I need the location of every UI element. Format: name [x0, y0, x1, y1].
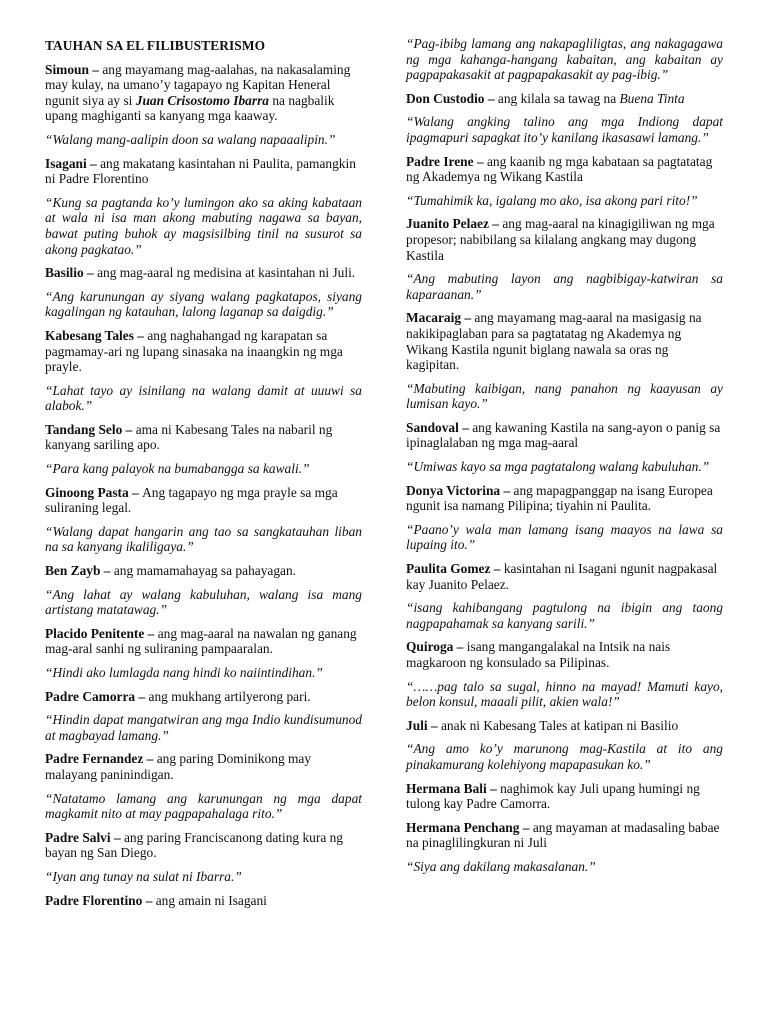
name-separator: – — [143, 751, 157, 767]
character-quote: “Iyan ang tunay na sulat ni Ibarra.” — [45, 868, 242, 884]
character-description: anak ni Kabesang Tales at katipan ni Basilio — [440, 717, 679, 733]
right-entries — [406, 91, 723, 875]
character-quote: “Tumahimik ka, igalang mo ako, isa akong pari rito!” — [406, 192, 698, 208]
character-name: Placido Penitente — [45, 625, 145, 641]
name-separator: – — [490, 561, 504, 577]
character-entry-padre-camorra — [45, 689, 362, 705]
character-entry-macaraig — [406, 310, 723, 372]
character-description: Ang tagapayo ng mga prayle sa mga suliraning legal. — [45, 484, 338, 516]
name-separator: – — [133, 327, 148, 343]
character-name: Isagani — [45, 155, 87, 171]
character-name: Padre Camorra — [45, 688, 136, 704]
character-entry-basilio — [45, 265, 362, 281]
character-name: Hermana Bali — [406, 780, 487, 796]
character-name: Simoun — [45, 61, 89, 77]
character-quote: “Mabuting kaibigan, nang panahon ng kaayusan ay lumisan kayo.” — [406, 380, 723, 412]
character-description: ang mukhang artilyerong pari. — [148, 688, 311, 704]
character-quote: “Hindi ako lumlagda nang hindi ko naiintindihan.” — [45, 665, 323, 680]
character-description: ang mag-aaral ng medisina at kasintahan ni Juli. — [97, 265, 356, 281]
name-separator: – — [86, 155, 101, 171]
character-description: Juan Crisostomo Ibarra — [135, 92, 269, 108]
character-entry-juli — [406, 718, 723, 734]
character-name: Padre Salvi — [45, 829, 111, 845]
character-name: Tandang Selo — [45, 421, 123, 437]
character-entry-padre-salvi — [45, 830, 362, 861]
name-separator: – — [427, 717, 441, 733]
character-entry-quiroga — [406, 639, 723, 670]
character-description: ang paring Franciscanong dating kura ng bayan ng San Diego. — [45, 829, 344, 861]
character-description: ang makatang kasintahan ni Paulita, pamangkin ni Padre Florentino — [45, 155, 356, 187]
character-quote: “Ang amo ko’y marunong mag-Kastila at ito ang pinakamurang kolehiyong mapapasukan ko.” — [406, 741, 723, 772]
character-quote: “Walang mang-aalipin doon sa walang napaaalipin.” — [45, 131, 336, 147]
right-column — [406, 36, 723, 883]
character-description: ang kaanib ng mga kabataan sa pagtatatag ng Akademya ng Wikang Kastila — [406, 153, 713, 185]
character-name: Juanito Pelaez — [406, 216, 489, 232]
character-description: isang mangangalakal na Intsik na nais magkaroon ng konsulado sa Pilipinas. — [406, 639, 671, 670]
character-quote: “Ang mabuting layon ang nagbibigay-katwiran sa kaparaanan.” — [406, 271, 723, 302]
character-name: Don Custodio — [406, 90, 485, 106]
character-quote: “……pag talo sa sugal, hinno na mayad! Mamuti kayo, belon konsul, maaali pilit, akien wala!” — [406, 678, 723, 710]
character-entry-ben-zayb — [45, 563, 362, 579]
character-quote: “Para kang palayok na bumabangga sa kawali.” — [45, 461, 310, 477]
character-description: kasintahan ni Isagani ngunit nagpakasal kay Juanito Pelaez. — [406, 561, 718, 592]
character-name: Macaraig — [406, 310, 462, 326]
name-separator: – — [100, 563, 114, 579]
character-name: Padre Fernandez — [45, 751, 144, 767]
character-quote: “isang kahibangang pagtulong na ibigin ang taong nagpapahamak sa kanyang sarili.” — [406, 600, 723, 631]
character-description: ang mamamahayag sa pahayagan. — [113, 563, 297, 579]
character-name: Paulita Gomez — [406, 561, 491, 577]
character-description: ang amain ni Isagani — [155, 892, 267, 908]
character-entry-paulita-gomez — [406, 561, 723, 592]
character-name: Padre Irene — [406, 153, 474, 169]
name-separator: – — [473, 153, 487, 169]
character-description: ang mayamang mag-aaral na masigasig na nakikipaglaban para sa pagtatatag ng Akademya ng Wikang Kastila ngunit biglang nawala sa oras ng kagipitan. — [406, 310, 702, 373]
character-name: Sandoval — [406, 419, 459, 435]
character-name: Hermana Penchang — [406, 819, 520, 835]
character-description: ama ni Kabesang Tales na nabaril ng kanyang sariling apo. — [45, 421, 333, 453]
name-separator: – — [135, 688, 149, 704]
name-separator: – — [122, 421, 136, 437]
character-quote: “Kung sa pagtanda ko’y lumingon ako sa aking kabataan at wala ni isa man akong mabuting nagawa sa bayan, bawat puting buhok ay magsisilbing tinil na susurot sa akong pagkatao.” — [45, 194, 362, 257]
character-entry-padre-fernandez — [45, 751, 362, 782]
character-quote: “Umiwas kayo sa mga pagtatalong walang kabuluhan.” — [406, 459, 710, 475]
name-separator: – — [144, 625, 158, 641]
character-quote: “Walang dapat hangarin ang tao sa sangkatauhan liban na sa kanyang ikaliligaya.” — [45, 523, 362, 555]
left-entries — [45, 62, 362, 909]
continued-quote: “Pag-ibibg lamang ang nakapagliligtas, ang nakagagawa ng mga kahanga-hangang kabaitan, ang kabaitan ay pagpapakasakit at pagpapakasakit ay pag-ibig.” — [406, 36, 723, 83]
character-description: ang mag-aaral na nawalan ng ganang mag-aral sanhi ng suliraning pampaaralan. — [45, 625, 357, 657]
character-entry-tandang-selo — [45, 422, 362, 453]
character-name: Juli — [406, 717, 428, 733]
character-quote: “Walang angking talino ang mga Indiong dapat ipagmapuri sapagkat ito’y kanilang ikasasawi lamang.” — [406, 114, 723, 145]
character-description: ang kilala sa tawag na — [497, 90, 620, 106]
character-quote: “Lahat tayo ay isinilang na walang damit at uuuwi sa alabok.” — [45, 382, 362, 414]
character-quote: “Ang karunungan ay siyang walang pagkatapos, siyang kagalingan ng katauhan, lalong laganap sa daigdig.” — [45, 288, 362, 320]
character-quote: “Hindin dapat mangatwiran ang mga Indio kundisumunod at magbayad lamang.” — [45, 712, 362, 743]
character-description: ang kawaning Kastila na sang-ayon o panig sa ipinaglalaban ng mga mag-aaral — [406, 419, 721, 451]
character-description: ang mapagpanggap na isang Europea ngunit isa namang Pilipina; tiyahin ni Paulita. — [406, 482, 713, 514]
character-description: ang naghahangad ng karapatan sa pagmamay-ari ng lupang sinasaka na inaangkin ng mga prayle. — [45, 327, 343, 375]
document-title: TAUHAN SA EL FILIBUSTERISMO — [45, 38, 266, 53]
name-separator: – — [128, 484, 143, 500]
character-name: Kabesang Tales — [45, 327, 134, 343]
character-description: na nagbalik upang maghiganti sa kanyang mga kaaway. — [45, 92, 335, 124]
name-separator: – — [83, 265, 98, 281]
character-description: naghimok kay Juli upang humingi ng tulong kay Padre Camorra. — [406, 780, 700, 812]
character-entry-padre-florentino — [45, 893, 362, 909]
character-entry-don-custodio — [406, 91, 723, 107]
character-entry-hermana-penchang — [406, 820, 723, 851]
name-separator: – — [484, 90, 498, 106]
character-entry-isagani — [45, 156, 362, 187]
character-name: Ben Zayb — [45, 563, 101, 579]
name-separator: – — [458, 419, 473, 435]
character-description: ang mayaman at madasaling babae na pinaglilingkuran ni Juli — [406, 819, 720, 851]
character-description: ang mayamang mag-aalahas, na nakasalaming may kulay, na umano’y tagapayo ng Kapitan Heneral ngunit siya ay si — [45, 61, 351, 108]
character-name: Donya Victorina — [406, 482, 501, 498]
character-quote: “Ang lahat ay walang kabuluhan, walang isa mang artistang matatawag.” — [45, 586, 362, 618]
character-description: ang paring Dominikong may malayang paninindigan. — [45, 751, 312, 782]
character-name: Basilio — [45, 265, 84, 281]
name-separator: – — [486, 780, 501, 796]
name-separator: – — [488, 216, 503, 232]
character-entry-donya-victorina — [406, 483, 723, 514]
character-entry-juanito-pelaez — [406, 216, 723, 263]
name-separator: – — [500, 482, 514, 498]
character-quote: “Siya ang dakilang makasalanan.” — [406, 858, 596, 874]
left-column — [45, 36, 362, 916]
character-description: ang mag-aaral na kinagigiliwan ng mga propesor; nabibilang sa kilalang angkang may dugong Kastila — [406, 216, 715, 263]
character-entry-sandoval — [406, 420, 723, 451]
name-separator: – — [453, 639, 467, 655]
character-entry-padre-irene — [406, 154, 723, 185]
name-separator: – — [519, 819, 533, 835]
character-quote: “Natatamo lamang ang karunungan ng mga dapat magkamit nito at may pagpapahalaga rito.” — [45, 790, 362, 822]
character-entry-kabesang-tales — [45, 328, 362, 375]
character-name: Quiroga — [406, 639, 454, 655]
name-separator: – — [88, 61, 103, 77]
name-separator: – — [461, 310, 475, 326]
character-quote: “Paano’y wala man lamang isang maayos na lawa sa lupaing ito.” — [406, 521, 723, 553]
character-entry-simoun — [45, 62, 362, 124]
name-separator: – — [142, 892, 156, 908]
character-entry-placido-penitente — [45, 626, 362, 657]
character-name: Ginoong Pasta — [45, 484, 129, 500]
character-description: Buena Tinta — [619, 90, 685, 106]
character-name: Padre Florentino — [45, 892, 143, 908]
character-entry-hermana-bali — [406, 781, 723, 812]
character-entry-ginoong-pasta — [45, 485, 362, 516]
name-separator: – — [110, 829, 124, 845]
